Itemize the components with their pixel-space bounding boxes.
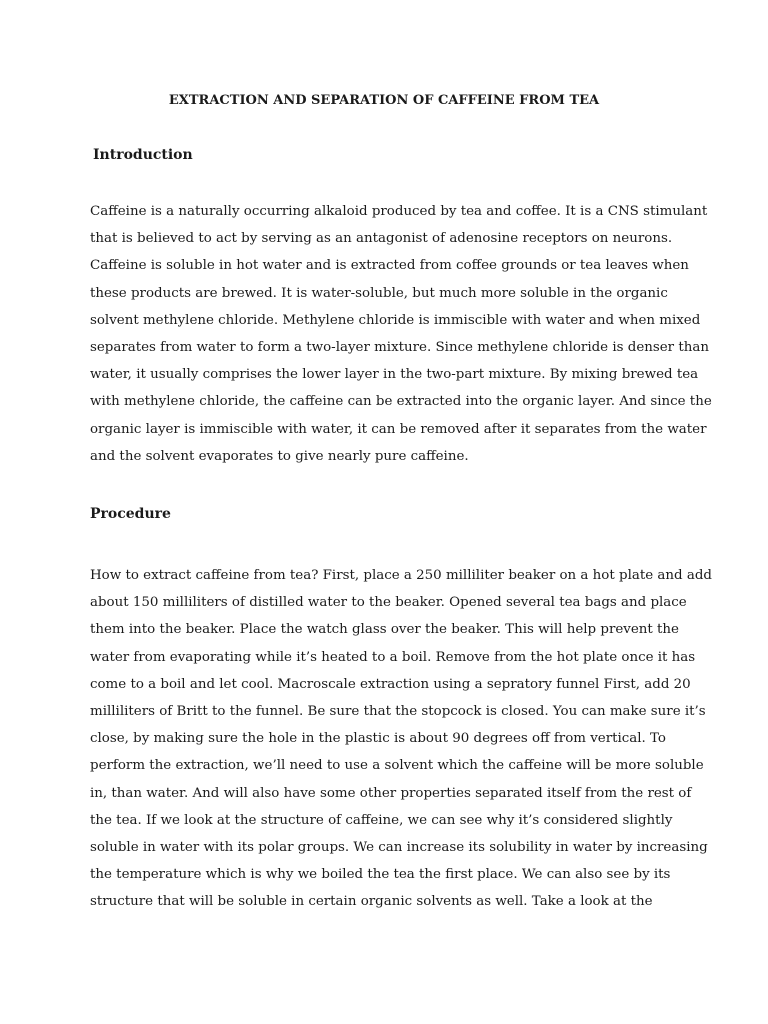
text-line: and the solvent evaporates to give nearly pure caffeine. xyxy=(90,448,469,464)
text-line: perform the extraction, we’ll need to use a solvent which the caffeine will be more soluble xyxy=(90,758,704,774)
text-line: with methylene chloride, the caffeine can be extracted into the organic layer. And since the xyxy=(90,394,712,410)
section-heading-procedure: Procedure xyxy=(90,506,171,522)
text-line: structure that will be soluble in certain organic solvents as well. Take a look at the xyxy=(90,894,653,910)
text-line: Caffeine is a naturally occurring alkaloid produced by tea and coffee. It is a CNS stimulant xyxy=(90,204,708,219)
text-line: How to extract caffeine from tea? First, place a 250 milliliter beaker on a hot plate and add xyxy=(90,568,712,583)
text-line: milliliters of Britt to the funnel. Be sure that the stopcock is closed. You can make sure it’s xyxy=(90,704,706,720)
text-line: in, than water. And will also have some other properties separated itself from the rest of xyxy=(90,785,692,801)
text-line: solvent methylene chloride. Methylene chloride is immiscible with water and when mixed xyxy=(90,312,701,328)
text-line: come to a boil and let cool. Macroscale extraction using a sepratory funnel First, add 20 xyxy=(90,676,691,692)
text-line: organic layer is immiscible with water, it can be removed after it separates from the water xyxy=(90,421,707,437)
text-line: about 150 milliliters of distilled water to the beaker. Opened several tea bags and place xyxy=(90,595,687,611)
text-line: water, it usually comprises the lower layer in the two-part mixture. By mixing brewed tea xyxy=(90,367,699,383)
text-line: that is believed to act by serving as an antagonist of adenosine receptors on neurons. xyxy=(90,231,673,247)
text-line: water from evaporating while it’s heated to a boil. Remove from the hot plate once it has xyxy=(90,649,696,665)
text-line: separates from water to form a two-layer mixture. Since methylene chloride is denser than xyxy=(90,340,709,356)
text-line: these products are brewed. It is water-soluble, but much more soluble in the organic xyxy=(90,285,668,301)
text-line: close, by making sure the hole in the plastic is about 90 degrees off from vertical. To xyxy=(90,731,666,747)
text-line: the temperature which is why we boiled the tea the first place. We can also see by its xyxy=(90,867,671,883)
text-line: Caffeine is soluble in hot water and is extracted from coffee grounds or tea leaves when xyxy=(90,258,689,274)
text-line: the tea. If we look at the structure of caffeine, we can see why it’s considered slightly xyxy=(90,812,673,828)
introduction-paragraph xyxy=(90,198,712,470)
text-line: them into the beaker. Place the watch glass over the beaker. This will help prevent the xyxy=(90,622,679,638)
document-title: EXTRACTION AND SEPARATION OF CAFFEINE FROM TEA xyxy=(168,93,600,108)
text-line: soluble in water with its polar groups. We can increase its solubility in water by increasing xyxy=(90,840,708,856)
procedure-paragraph xyxy=(90,562,712,916)
section-heading-introduction: Introduction xyxy=(93,147,193,163)
